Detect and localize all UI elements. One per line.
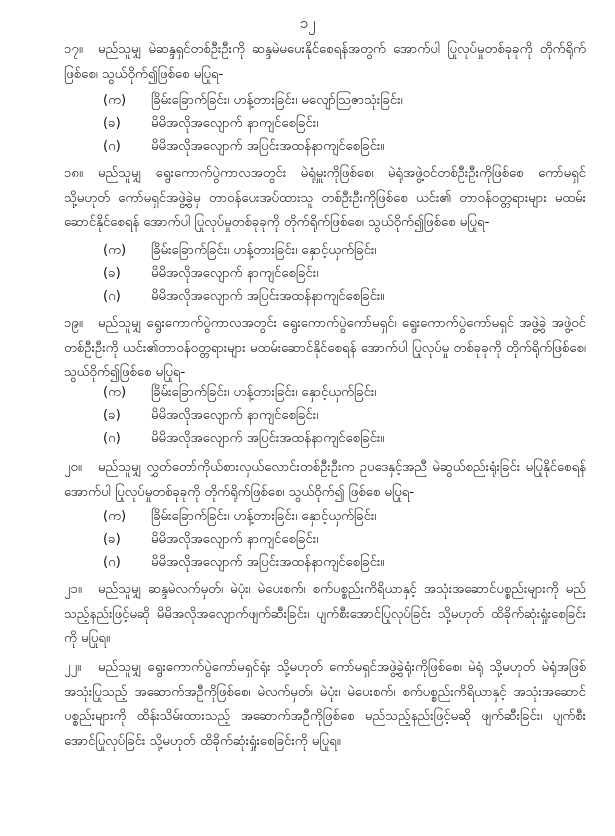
item-text: ခြိမ်းခြောက်ခြင်း၊ ဟန့်တားခြင်း၊ နှောင့်ယှက်ခြင်း၊ [151,243,377,258]
list-item [103,428,384,450]
section-20 [64,456,586,505]
item-text: မိမိအလိုအလျောက် အပြင်းအထန်နာကျင်စေခြင်း။ [151,139,385,154]
section-number: ၂၁။ [64,582,82,597]
section-text: မည်သူမျှ ရွေးကောက်ပွဲကာလအတွင်း မဲရုံမှူးကိုဖြစ်စေ၊ မဲရုံအဖွဲ့ဝင်တစ်ဦးဦးကိုဖြစ်စေ ကော်မရှင် သို့မဟုတ် ကော်မရှင်အဖွဲ့ခွဲမှ တာဝန်ပေးအပ်ထားသူ တစ်ဦးဦးကိုဖြစ်စေ ယင်း၏ တာဝန်ဝတ္တရားများ မထမ်းဆောင်နိုင်စေရန် အောက်ပါ ပြုလုပ်မှုတစ်ခုခုကို တိုက်ရိုက်ဖြစ်စေ၊ သွယ်ဝိုက်၍ဖြစ်စေ မပြုရ- [64,166,586,230]
list-item [103,382,376,404]
list-item [103,405,318,427]
section-number: ၂၂။ [64,660,81,675]
item-mark: (ဂ) [103,289,121,304]
item-text: မိမိအလိုအလျောက် အပြင်းအထန်နာကျင်စေခြင်း။ [151,555,385,570]
item-mark: (ခ) [103,116,121,131]
item-text: ခြိမ်းခြောက်ခြင်း၊ ဟန့်တားခြင်း၊ မလျော်ဩဇာသုံးခြင်း၊ [151,93,403,108]
section-number: ၁၈။ [64,166,83,181]
item-mark: (ဂ) [103,431,121,446]
list-item [103,286,384,308]
section-text: မည်သူမျှ လွှတ်တော်ကိုယ်စားလှယ်လောင်းတစ်ဦးဦးက ဥပဒေနှင့်အညီ မဲဆွယ်စည်းရုံးခြင်း မပြုနိုင်စေရန် အောက်ပါ ပြုလုပ်မှုတစ်ခုခုကို တိုက်ရိုက်ဖြစ်စေ၊ သွယ်ဝိုက်၍ ဖြစ်စေ မပြုရ- [64,460,586,500]
item-mark: (ခ) [103,532,121,547]
section-number: ၁၉။ [64,316,83,331]
section-18 [64,162,586,236]
item-text: ခြိမ်းခြောက်ခြင်း၊ ဟန့်တားခြင်း၊ နှောင့်ယှက်ခြင်း၊ [151,509,377,524]
item-mark: (ဂ) [103,139,121,154]
section-22 [64,656,586,754]
section-21 [64,578,586,652]
item-mark: (က) [103,93,127,108]
list-item [103,90,403,112]
section-text: မည်သူမျှ မဲဆန္ဒရှင်တစ်ဦးဦးကို ဆန္ဒမဲမပေးနိုင်စေရန်အတွက် အောက်ပါ ပြုလုပ်မှုတစ်ခုခုကို တိုက်ရိုက်ဖြစ်စေ၊ သွယ်ဝိုက်၍ဖြစ်စေ မပြုရ- [64,42,586,82]
item-mark: (က) [103,509,127,524]
list-item [103,506,376,528]
section-text: မည်သူမျှ ရွေးကောက်ပွဲကာလအတွင်း ရွေးကောက်ပွဲကော်မရှင်၊ ရွေးကောက်ပွဲကော်မရှင် အဖွဲ့ခွဲ အဖွဲ့ဝင်တစ်ဦးဦးကို ယင်း၏တာဝန်ဝတ္တရားများ မထမ်းဆောင်နိုင်စေရန် အောက်ပါ ပြုလုပ်မှု တစ်ခုခုကို တိုက်ရိုက်ဖြစ်စေ၊ သွယ်ဝိုက်၍ဖြစ်စေ မပြုရ- [64,316,586,380]
item-text: မိမိအလိုအလျောက် နာကျင်စေခြင်း၊ [151,266,319,281]
item-mark: (က) [103,385,127,400]
section-17 [64,38,586,87]
list-item [103,263,318,285]
item-text: မိမိအလိုအလျောက် အပြင်းအထန်နာကျင်စေခြင်း။ [151,289,385,304]
item-text: ခြိမ်းခြောက်ခြင်း၊ ဟန့်တားခြင်း၊ နှောင့်ယှက်ခြင်း၊ [151,385,377,400]
list-item [103,240,376,262]
section-text: မည်သူမျှ ရွေးကောက်ပွဲကော်မရှင်ရုံး သို့မဟုတ် ကော်မရှင်အဖွဲ့ခွဲရုံးကိုဖြစ်စေ၊ မဲရုံ သို့မဟုတ် မဲရုံအဖြစ် အသုံးပြုသည့် အဆောက်အဦကိုဖြစ်စေ၊ မဲလက်မှတ်၊ မဲပုံး၊ မဲပေးစက်၊ စက်ပစ္စည်းကိရိယာနှင့် အသုံးအဆောင်ပစ္စည်းများကို ထိန်းသိမ်းထားသည့် အဆောက်အဦကိုဖြစ်စေ မည်သည့်နည်းဖြင့်မဆို ဖျက်ဆီးခြင်း၊ ပျက်စီးအောင်ပြုလုပ်ခြင်း သို့မဟုတ် ထိခိုက်ဆုံးရှုံးစေခြင်းကို မပြုရ။ [64,660,586,749]
item-mark: (ဂ) [103,555,121,570]
item-mark: (ခ) [103,266,121,281]
item-mark: (က) [103,243,127,258]
section-19 [64,312,586,386]
item-mark: (ခ) [103,408,121,423]
item-text: မိမိအလိုအလျောက် နာကျင်စေခြင်း၊ [151,116,319,131]
item-text: မိမိအလိုအလျောက် နာကျင်စေခြင်း၊ [151,408,319,423]
section-number: ၁၇။ [64,42,83,57]
page-number: ၁၂ [299,14,316,32]
section-number: ၂၀။ [64,460,82,475]
section-text: မည်သူမျှ ဆန္ဒမဲလက်မှတ်၊ မဲပုံး၊ မဲပေးစက်၊ စက်ပစ္စည်းကိရိယာနှင့် အသုံးအဆောင်ပစ္စည်းများကို မည်သည့်နည်းဖြင့်မဆို မိမိအလိုအလျောက်ဖျက်ဆီးခြင်း၊ ပျက်စီးအောင်ပြုလုပ်ခြင်း သို့မဟုတ် ထိခိုက်ဆုံးရှုံးစေခြင်းကို မပြုရ။ [64,582,586,646]
list-item [103,552,384,574]
list-item [103,113,318,135]
item-text: မိမိအလိုအလျောက် အပြင်းအထန်နာကျင်စေခြင်း။ [151,431,385,446]
list-item [103,529,318,551]
list-item [103,136,384,158]
item-text: မိမိအလိုအလျောက် နာကျင်စေခြင်း၊ [151,532,319,547]
